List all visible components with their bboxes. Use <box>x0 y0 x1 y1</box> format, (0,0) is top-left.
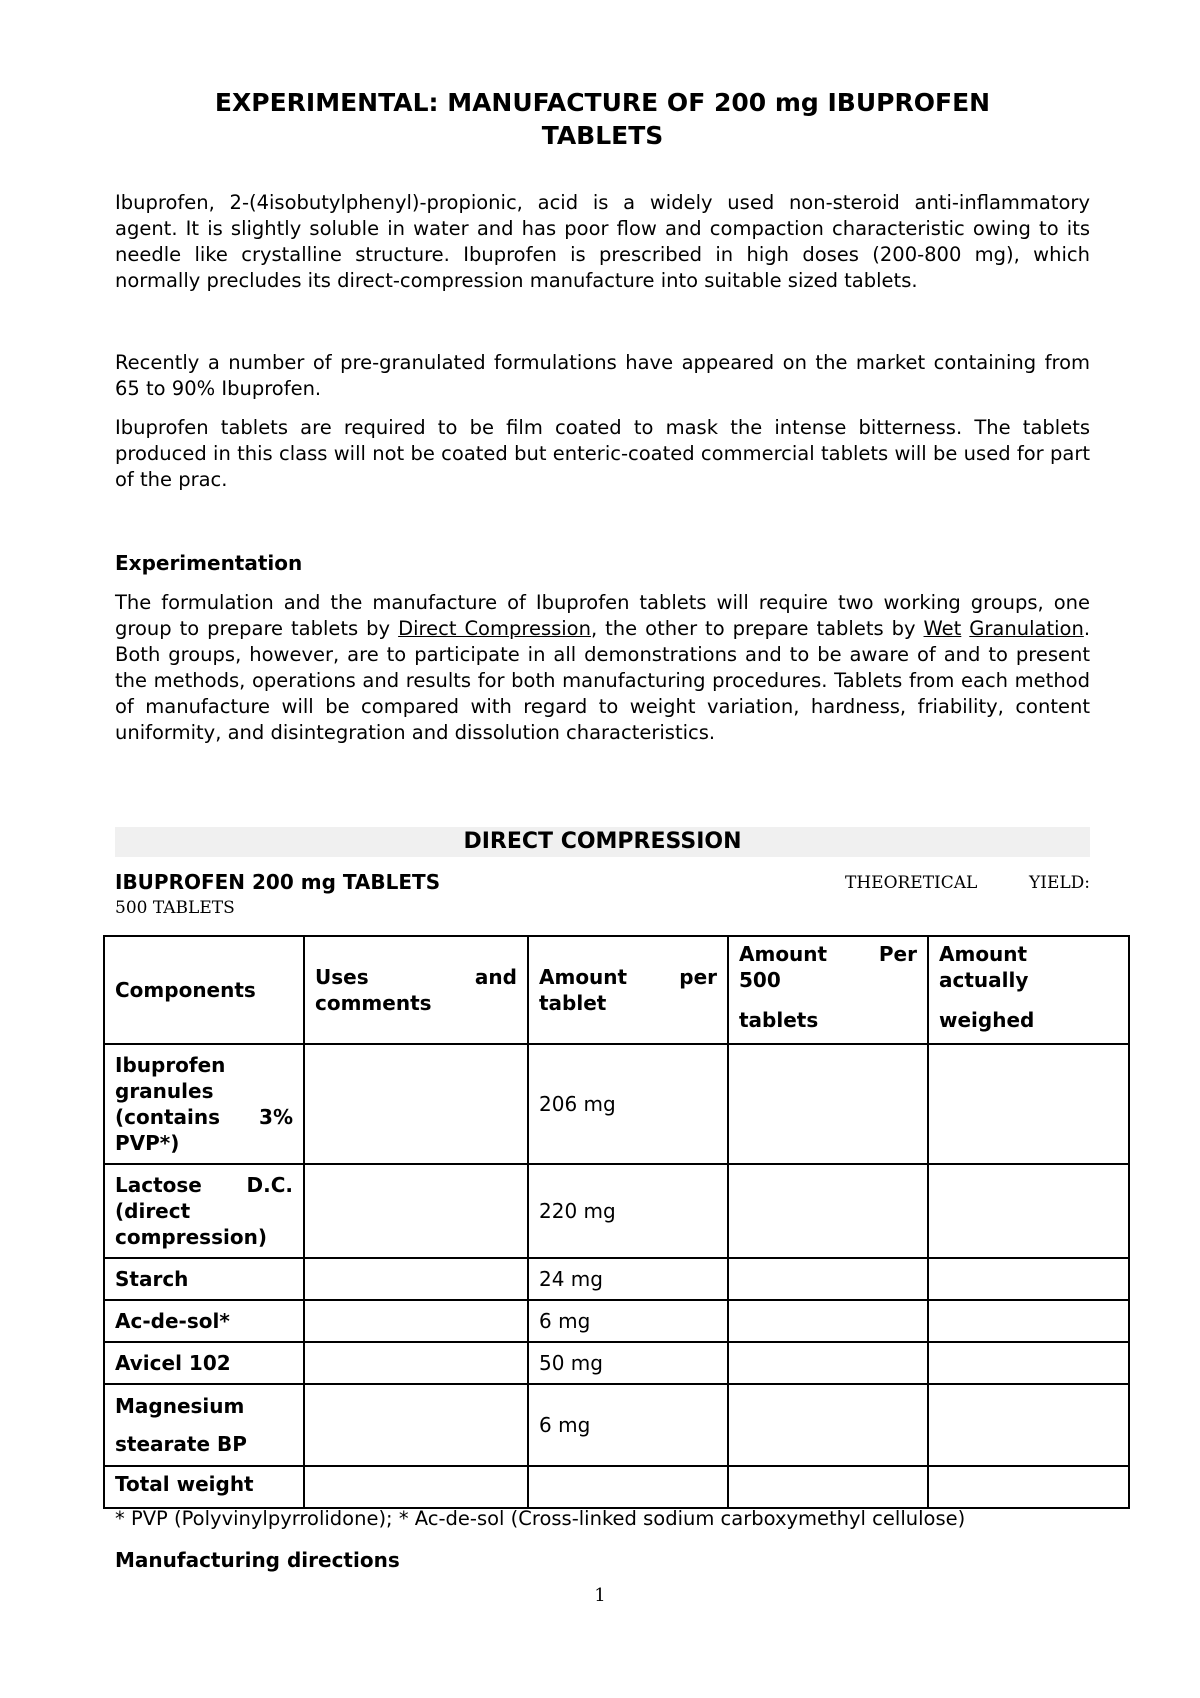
uses-cell[interactable] <box>304 1466 528 1508</box>
uses-cell[interactable] <box>304 1300 528 1342</box>
header-components: Components <box>104 936 304 1044</box>
uses-cell[interactable] <box>304 1342 528 1384</box>
page-title <box>115 86 1090 152</box>
amount-500-cell[interactable] <box>728 1384 928 1466</box>
intro-paragraph-1: Ibuprofen, 2-(4isobutylphenyl)-propionic, acid is a widely used non-steroid anti-inflammatory agent. It is slightly soluble in water and has poor flow and compaction characteristic owing to its needle like crystalline structure. Ibuprofen is prescribed in high doses (200-800 mg), which normally precludes its direct-compression manufacture into suitable sized tablets. <box>115 191 1090 292</box>
amount-cell: 6 mg <box>528 1384 728 1466</box>
weighed-cell[interactable] <box>928 1466 1129 1508</box>
weighed-cell[interactable] <box>928 1044 1129 1164</box>
table-row <box>104 1164 1129 1258</box>
weighed-cell[interactable] <box>928 1258 1129 1300</box>
table-row <box>104 1342 1129 1384</box>
wet-link[interactable]: Wet <box>923 617 962 640</box>
yield-word-1: THEORETICAL <box>845 873 978 893</box>
amount-500-cell[interactable] <box>728 1164 928 1258</box>
header-amount-per-tablet: Amount per tablet <box>528 936 728 1044</box>
uses-cell[interactable] <box>304 1164 528 1258</box>
title-line-2: TABLETS <box>541 121 664 150</box>
weighed-cell[interactable] <box>928 1342 1129 1384</box>
amount-500-cell[interactable] <box>728 1044 928 1164</box>
header-uses: Uses and comments <box>304 936 528 1044</box>
components-table <box>103 935 1130 1509</box>
intro-paragraph-3: Ibuprofen tablets are required to be film coated to mask the intense bitterness. The tablets produced in this class will not be coated but enteric-coated commercial tablets will be used for part of the prac. <box>115 416 1090 491</box>
direct-compression-banner: DIRECT COMPRESSION <box>115 827 1090 857</box>
weighed-cell[interactable] <box>928 1300 1129 1342</box>
amount-cell: 206 mg <box>528 1044 728 1164</box>
title-line-1: EXPERIMENTAL: MANUFACTURE OF 200 mg IBUPROFEN <box>214 88 991 117</box>
amount-500-cell[interactable] <box>728 1300 928 1342</box>
intro-paragraph-2: Recently a number of pre-granulated formulations have appeared on the market containing from 65 to 90% Ibuprofen. <box>115 351 1090 400</box>
header-amount-weighed: Amount actually weighed <box>928 936 1129 1044</box>
table-row <box>104 1044 1129 1164</box>
theoretical-yield-value: 500 TABLETS <box>115 898 235 918</box>
uses-cell[interactable] <box>304 1384 528 1466</box>
weighed-cell[interactable] <box>928 1164 1129 1258</box>
component-cell: Ac-de-sol* <box>104 1300 304 1342</box>
experimentation-paragraph <box>115 590 1090 746</box>
manufacturing-directions-heading: Manufacturing directions <box>115 1548 400 1572</box>
amount-cell: 24 mg <box>528 1258 728 1300</box>
table-title: IBUPROFEN 200 mg TABLETS <box>115 870 441 894</box>
table-row <box>104 1258 1129 1300</box>
granulation-link[interactable]: Granulation <box>969 617 1084 640</box>
uses-cell[interactable] <box>304 1258 528 1300</box>
theoretical-yield-label <box>845 872 1090 894</box>
component-cell: Lactose D.C. (direct compression) <box>104 1164 304 1258</box>
exp-text-b: , the other to prepare tablets by <box>590 617 924 640</box>
amount-cell: 50 mg <box>528 1342 728 1384</box>
page-number: 1 <box>594 1585 606 1606</box>
amount-cell: 220 mg <box>528 1164 728 1258</box>
amount-500-cell[interactable] <box>728 1258 928 1300</box>
yield-word-2: YIELD: <box>1029 873 1090 893</box>
exp-text-d: . Both groups, however, are to participate in all demonstrations and to be aware of and to present the methods, operations and results for both manufacturing procedures. Tablets from each method of manufacture will be compared with regard to weight variation, hardness, friability, content uniformity, and disintegration and dissolution characteristics. <box>115 617 1091 744</box>
table-row <box>104 1466 1129 1508</box>
component-cell: Magnesium stearate BP <box>104 1384 304 1466</box>
header-amount-per-500: Amount Per 500 tablets <box>728 936 928 1044</box>
uses-cell[interactable] <box>304 1044 528 1164</box>
component-cell: Starch <box>104 1258 304 1300</box>
direct-compression-link[interactable]: Direct Compression <box>398 617 591 640</box>
table-header-row <box>104 936 1129 1044</box>
component-cell: Avicel 102 <box>104 1342 304 1384</box>
amount-cell <box>528 1466 728 1508</box>
experimentation-heading: Experimentation <box>115 551 303 575</box>
table-row <box>104 1384 1129 1466</box>
amount-500-cell[interactable] <box>728 1342 928 1384</box>
component-cell: Total weight <box>104 1466 304 1508</box>
amount-500-cell[interactable] <box>728 1466 928 1508</box>
exp-text-a: The formulation and the manufacture of Ibuprofen tablets will require two working groups, one group to prepare tablets by <box>115 591 1090 640</box>
table-row <box>104 1300 1129 1342</box>
weighed-cell[interactable] <box>928 1384 1129 1466</box>
amount-cell: 6 mg <box>528 1300 728 1342</box>
table-footnote: * PVP (Polyvinylpyrrolidone); * Ac-de-sol (Cross-linked sodium carboxymethyl cellulose) <box>115 1507 966 1530</box>
component-cell: Ibuprofen granules (contains 3% PVP*) <box>104 1044 304 1164</box>
